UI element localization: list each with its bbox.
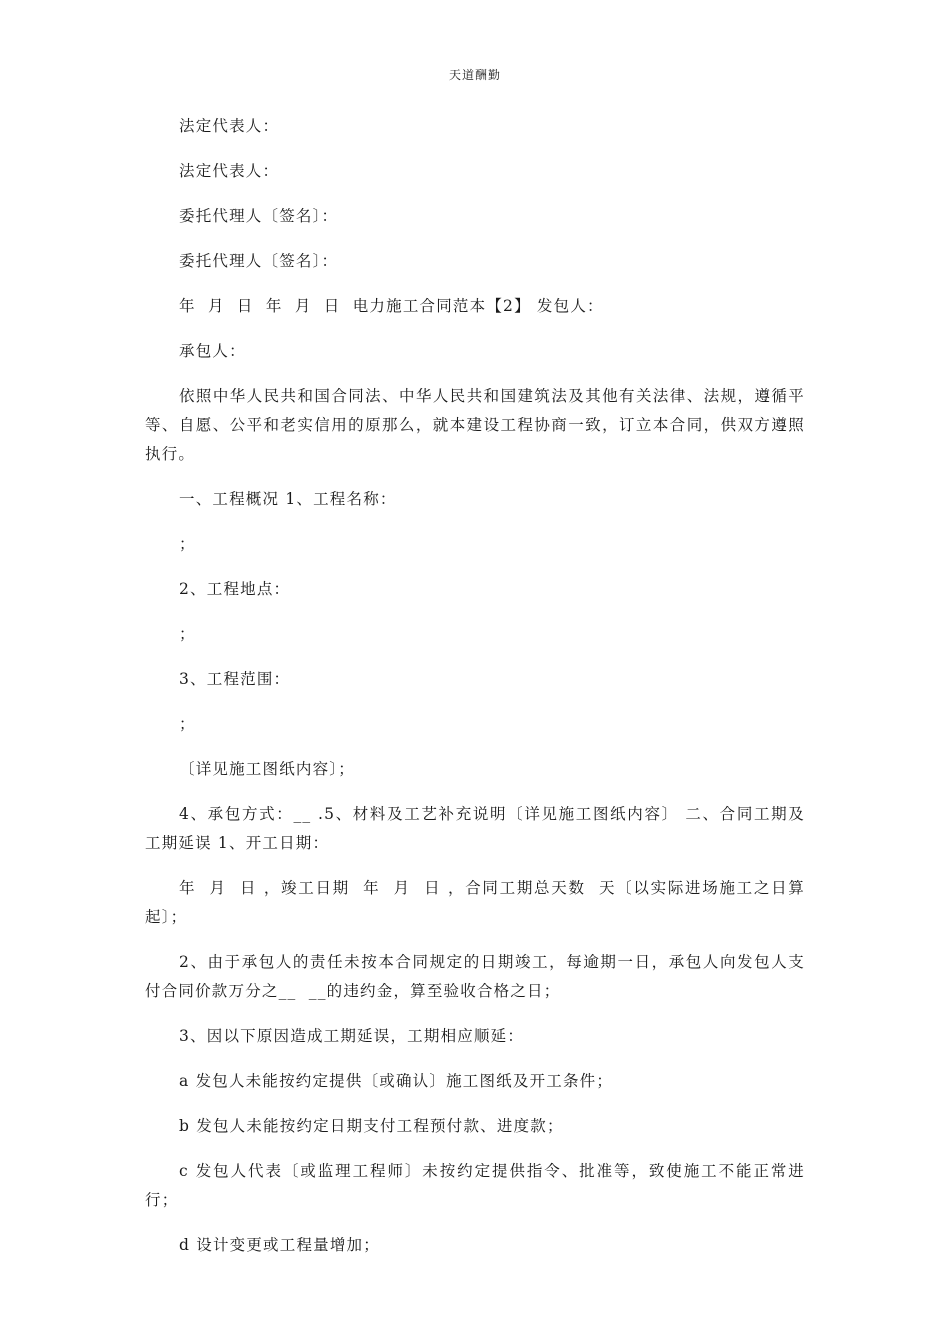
paragraph-date-title: 年 月 日 年 月 日 电力施工合同范本【2】 发包人： xyxy=(179,297,604,315)
paragraph-blank-1: ； xyxy=(179,535,196,553)
paragraph-penalty: 2、由于承包人的责任未按本合同规定的日期竣工，每逾期一日，承包人向发包人支付合同价款万分之__ __的违约金，算至验收合格之日； xyxy=(145,953,805,1000)
document-body xyxy=(145,112,805,1276)
paragraph-preamble: 依照中华人民共和国合同法、中华人民共和国建筑法及其他有关法律、法规，遵循平等、自愿、公平和老实信用的原那么，就本建设工程协商一致，订立本合同，供双方遵照执行。 xyxy=(145,387,805,463)
paragraph-item-c: c 发包人代表〔或监理工程师〕未按约定提供指令、批准等，致使施工不能正常进行； xyxy=(145,1162,805,1209)
paragraph-blank-2: ； xyxy=(179,625,196,643)
paragraph-project-scope: 3、工程范围： xyxy=(179,670,291,688)
paragraph-agent-1: 委托代理人〔签名〕： xyxy=(179,207,339,225)
paragraph-legal-rep-2: 法定代表人： xyxy=(179,162,280,180)
paragraph-see-drawings: 〔详见施工图纸内容〕； xyxy=(179,760,355,778)
paragraph-item-d: d 设计变更或工程量增加； xyxy=(179,1236,380,1254)
paragraph-project-location: 2、工程地点： xyxy=(179,580,291,598)
paragraph-completion-date: 年 月 日 ，竣工日期 年 月 日 ，合同工期总天数 天〔以实际进场施工之日算起〕； xyxy=(145,879,805,926)
paragraph-contractor: 承包人： xyxy=(179,342,246,360)
paragraph-agent-2: 委托代理人〔签名〕： xyxy=(179,252,339,270)
paragraph-item-a: a 发包人未能按约定提供〔或确认〕施工图纸及开工条件； xyxy=(179,1072,614,1090)
paragraph-blank-3: ； xyxy=(179,715,196,733)
page-header: 天道酬勤 xyxy=(448,68,501,82)
paragraph-project-name: 一、工程概况 1、工程名称： xyxy=(179,490,397,508)
paragraph-delay-reasons: 3、因以下原因造成工期延误，工期相应顺延： xyxy=(179,1027,525,1045)
paragraph-contract-method: 4、承包方式：__ .5、材料及工艺补充说明〔详见施工图纸内容〕 二、合同工期及工期延误 1、开工日期： xyxy=(145,805,805,852)
paragraph-legal-rep-1: 法定代表人： xyxy=(179,117,280,135)
paragraph-item-b: b 发包人未能按约定日期支付工程预付款、进度款； xyxy=(179,1117,564,1135)
